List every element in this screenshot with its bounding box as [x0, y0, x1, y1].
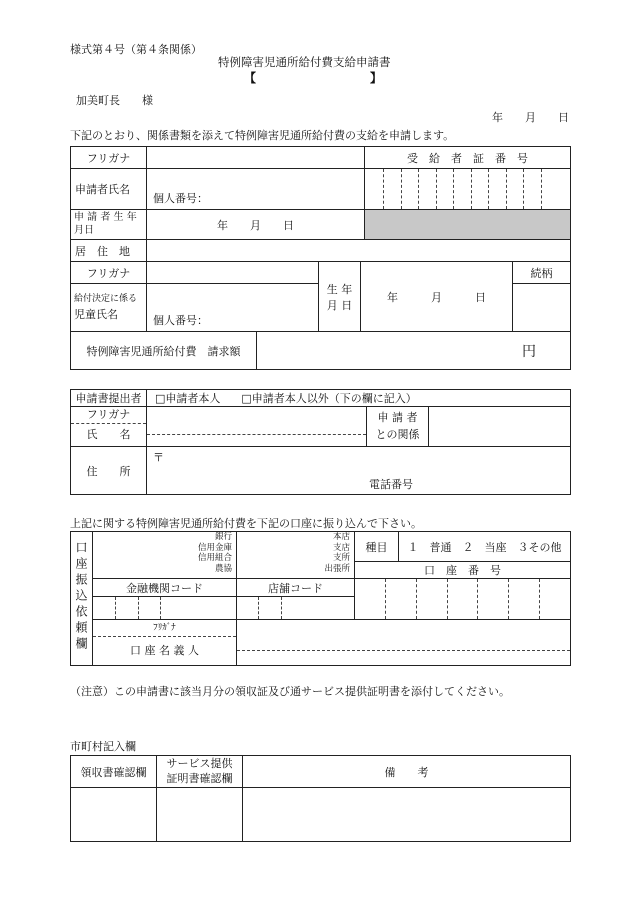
attachment-note: （注意）この申請書に該当月分の領収証及び通サービス提供証明書を添付してください。 [70, 685, 510, 698]
bank-table [70, 531, 571, 666]
gray-block [365, 210, 571, 240]
submitter-name-label-cell [71, 407, 147, 447]
form-number: 様式第４号（第４条関係） [70, 43, 202, 56]
title-bracket-left: 【 [244, 71, 257, 85]
institution-code-label: 金融機関コード [93, 579, 237, 597]
municipal-section-label: 市町村記入欄 [70, 740, 136, 753]
submitter-options [147, 390, 571, 407]
child-table [70, 261, 571, 332]
bank-intro: 上記に関する特例障害児通所給付費を下記の口座に振り込んで下さい。 [70, 517, 422, 530]
account-no-field[interactable] [355, 579, 571, 620]
branch-code-label: 店舗コード [237, 579, 355, 597]
title-bracket-right: 】 [370, 71, 383, 85]
yen-unit: 円 [522, 343, 536, 360]
application-date: 年 月 日 [492, 111, 569, 124]
bank-side-label: 口座振込依頼欄 [71, 532, 93, 666]
service-cert-check-label: サービス提供 証明書確認欄 [157, 756, 243, 788]
child-name-label: 給付決定に係る 児童氏名 [71, 284, 147, 332]
submitter-name-label: 氏 名 [86, 428, 131, 441]
submitter-address-field[interactable] [147, 447, 571, 495]
institution-code-field[interactable] [93, 597, 237, 620]
service-cert-check-field[interactable] [157, 788, 243, 842]
holder-label: 口 座 名 義 人 [130, 644, 199, 657]
form-title: 特例障害児通所給付費支給申請書 [218, 55, 391, 69]
applicant-name-label: 申請者氏名 [71, 169, 147, 210]
postal-mark: 〒 [153, 451, 164, 464]
claim-label: 特例障害児通所給付費 請求額 [71, 332, 257, 370]
holder-label-cell [93, 620, 237, 666]
child-personal-no-label: 個人番号： [153, 314, 208, 327]
branch-code-field[interactable] [237, 597, 355, 620]
remarks-label: 備 考 [243, 756, 571, 788]
intro-text: 下記のとおり、関係書類を添えて特例障害児通所給付費の支給を申請します。 [70, 129, 455, 142]
submitter-name-field[interactable] [147, 407, 367, 447]
child-furigana-label: フリガナ [71, 262, 147, 284]
account-no-label: 口 座 番 号 [355, 562, 571, 579]
submitter-relation-field[interactable] [429, 407, 571, 447]
child-birth-date[interactable]: 年 月 日 [361, 262, 513, 332]
submitter-relation-label: 申 請 者 との関係 [367, 407, 429, 447]
furigana-label: フリガナ [71, 147, 147, 169]
submitter-furigana-label: フリガナ [71, 407, 146, 424]
child-name-field[interactable] [147, 284, 319, 332]
remarks-field[interactable] [243, 788, 571, 842]
applicant-birth-date[interactable]: 年 月 日 [147, 210, 365, 240]
applicant-name-field[interactable] [147, 169, 365, 210]
residence-field[interactable] [147, 240, 571, 262]
addressee: 加美町長 様 [76, 94, 153, 107]
holder-furigana-label: ﾌﾘｶﾞﾅ [93, 620, 236, 637]
option-self-checkbox[interactable]: □申請者本人 [155, 392, 221, 405]
institution-type-list: 銀行 信用金庫 信用組合 農協 [93, 532, 237, 579]
branch-type-list: 本店 支店 支所 出張所 [237, 532, 355, 579]
account-type-label: 種目 [355, 532, 399, 562]
child-birth-label: 生 年 月 日 [319, 262, 361, 332]
applicant-birth-label: 申 請 者 生 年 月日 [71, 210, 147, 240]
submitter-address-label: 住 所 [71, 447, 147, 495]
recipient-no-field[interactable] [365, 169, 571, 210]
personal-no-label: 個人番号： [153, 192, 208, 205]
receipt-check-label: 領収書確認欄 [71, 756, 157, 788]
municipal-table [70, 755, 571, 842]
applicant-table [70, 146, 571, 262]
claim-amount-field[interactable] [257, 332, 571, 370]
option-other-checkbox[interactable]: □申請者本人以外（下の欄に記入） [241, 392, 417, 405]
holder-field[interactable] [237, 620, 571, 666]
phone-label: 電話番号 [369, 478, 413, 491]
relation-field[interactable] [513, 284, 571, 332]
child-furigana-field[interactable] [147, 262, 319, 284]
recipient-no-label: 受 給 者 証 番 号 [365, 147, 571, 169]
relation-label: 続柄 [513, 262, 571, 284]
residence-label: 居 住 地 [71, 240, 147, 262]
receipt-check-field[interactable] [71, 788, 157, 842]
furigana-field[interactable] [147, 147, 365, 169]
submitter-table [70, 389, 571, 495]
claim-table [70, 331, 571, 370]
account-type-options[interactable]: １ 普通 ２ 当座 ３その他 [399, 532, 571, 562]
submitter-label: 申請書提出者 [71, 390, 147, 407]
